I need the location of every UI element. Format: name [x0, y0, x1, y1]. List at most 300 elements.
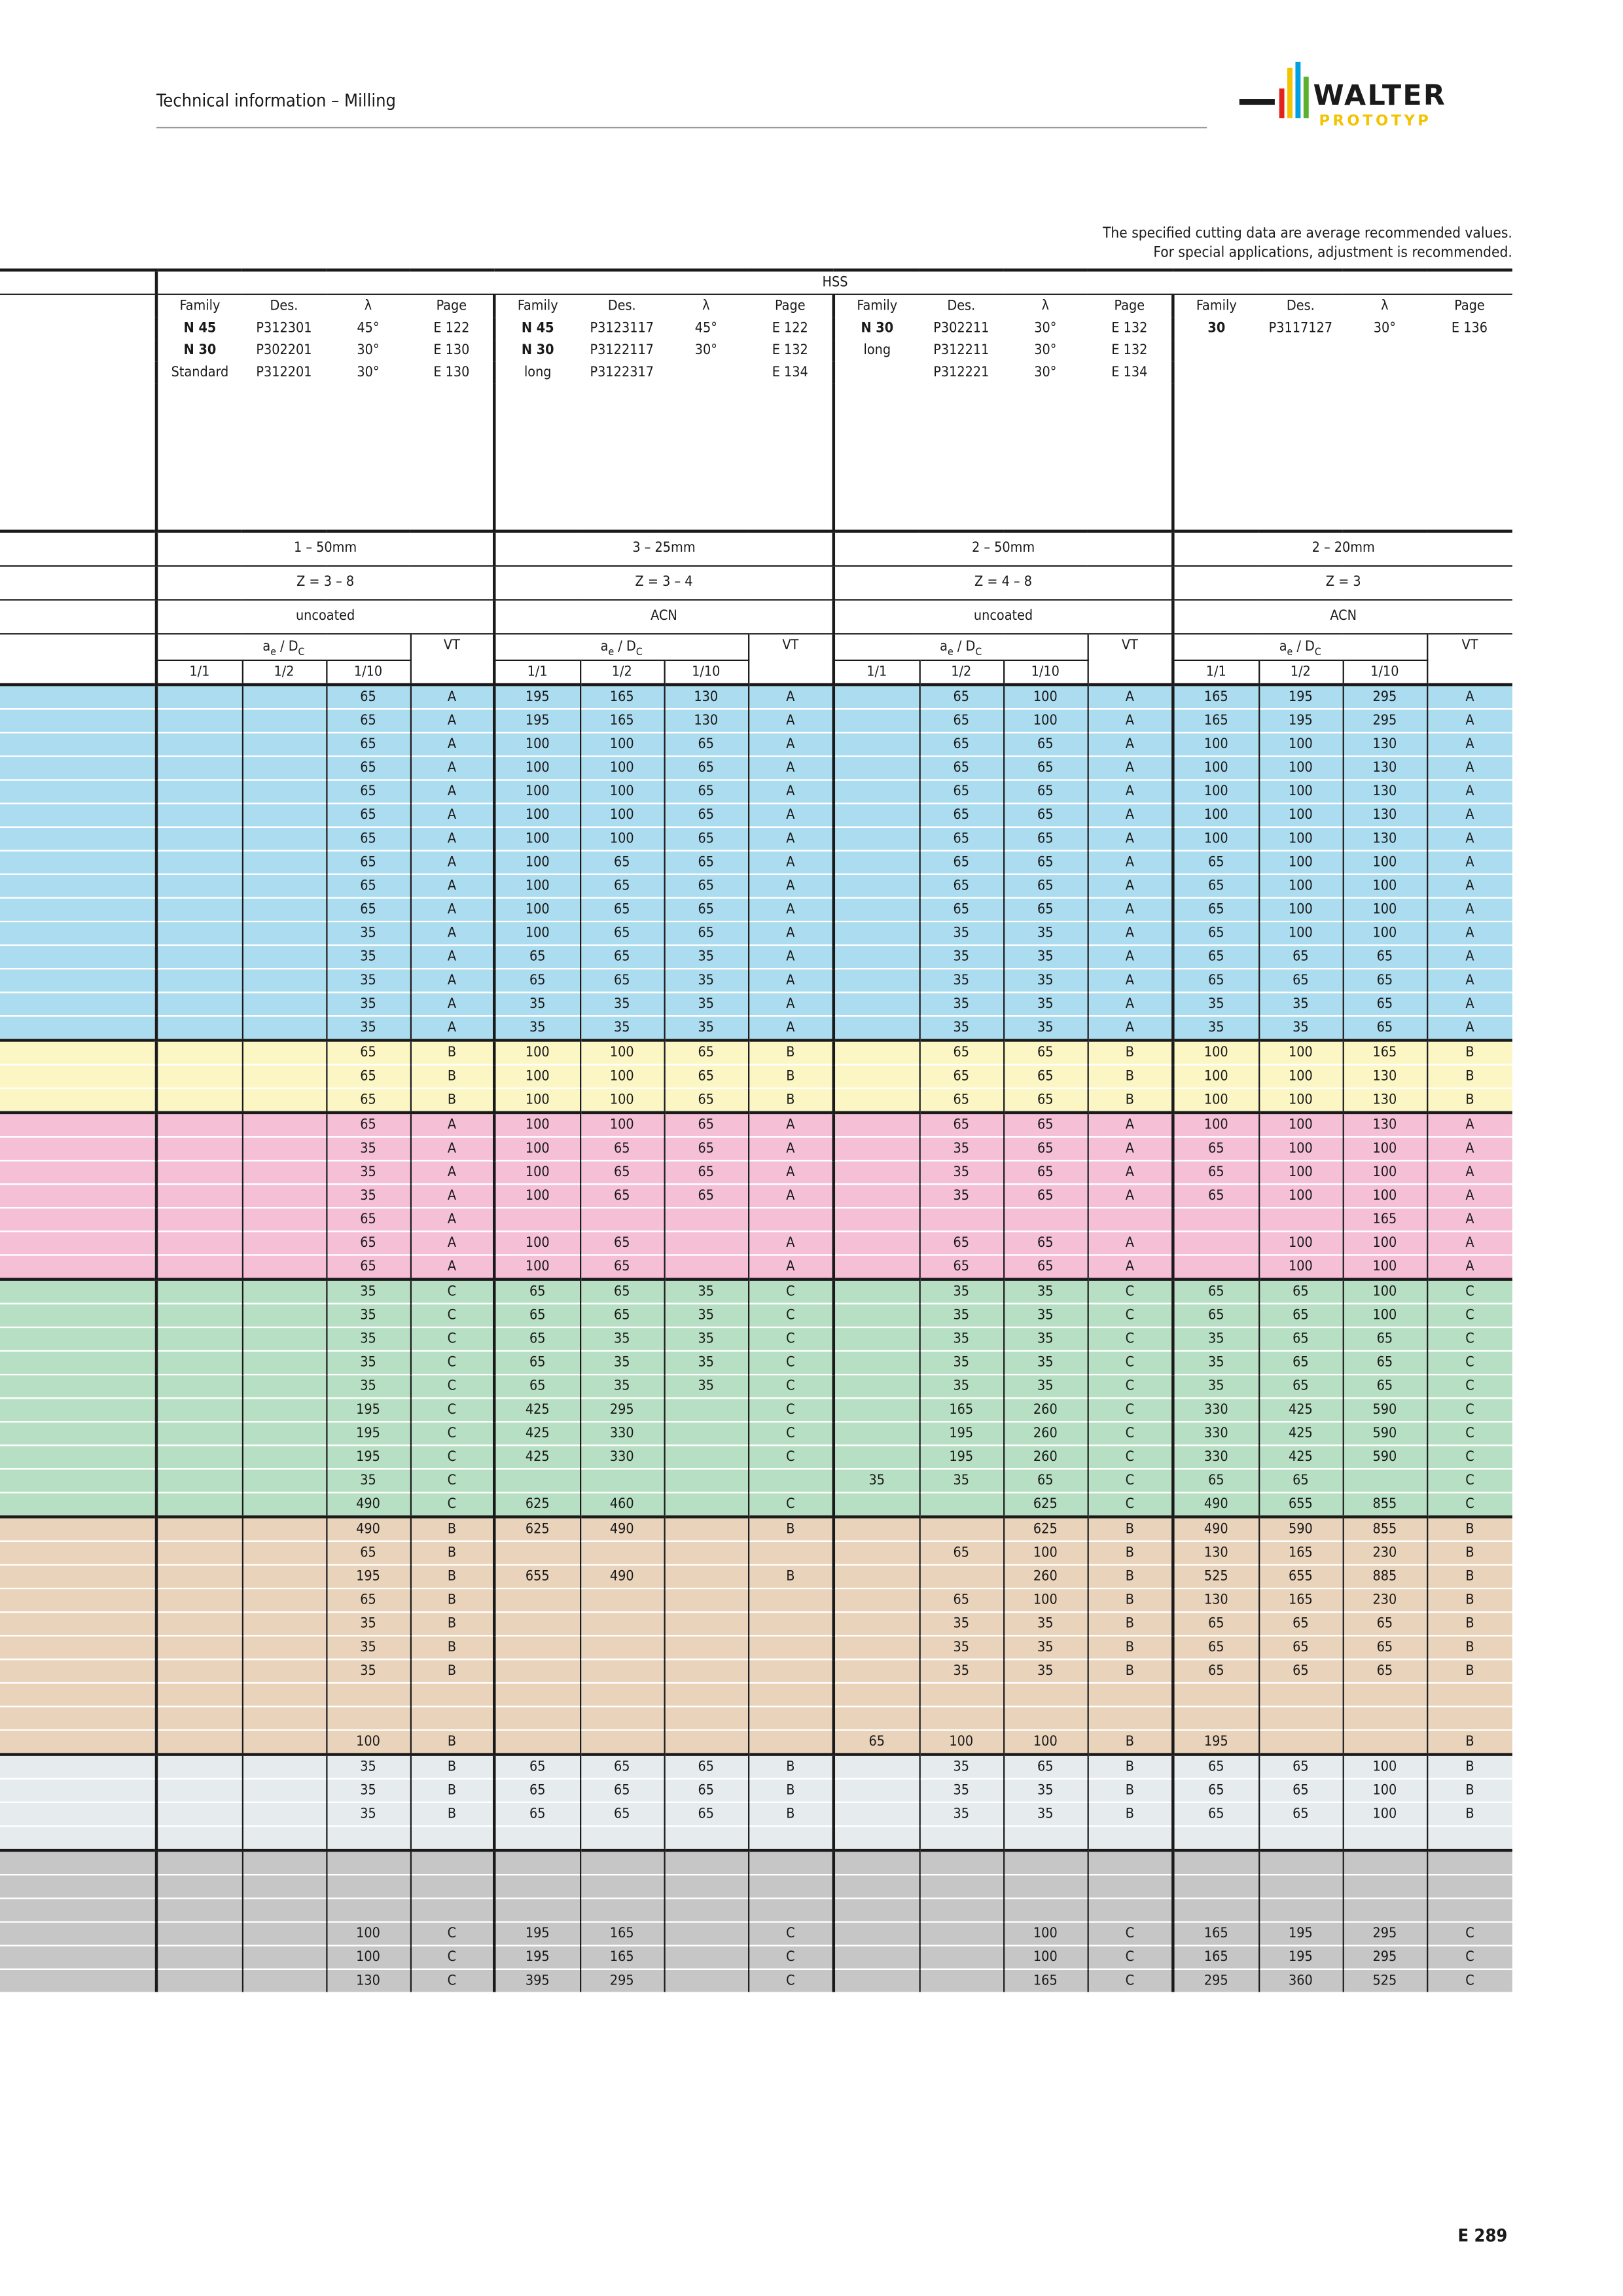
speed-value	[156, 1398, 242, 1422]
speed-value	[156, 1304, 242, 1327]
vt-value: A	[1427, 756, 1512, 780]
speed-value: 65	[326, 780, 410, 804]
vt-value: C	[748, 1946, 834, 1969]
speed-value: 35	[326, 922, 410, 945]
speed-value: 130	[664, 685, 749, 709]
speed-value	[664, 1969, 749, 1992]
speed-value: 35	[1258, 1016, 1343, 1040]
tool-diameter: 1 – 50mm	[156, 531, 494, 566]
vt-value: C	[1088, 1374, 1173, 1398]
speed-value: 425	[1258, 1398, 1343, 1422]
speed-value: 65	[1003, 1184, 1088, 1208]
tool-page: E 134	[1111, 364, 1148, 381]
speed-value	[242, 1636, 327, 1659]
row-label-cell	[0, 566, 156, 600]
speed-value: 295	[1343, 1922, 1427, 1945]
speed-value: 100	[1343, 1137, 1427, 1160]
speed-value	[1003, 1706, 1088, 1730]
speed-value	[156, 898, 242, 922]
tool-row	[0, 361, 1512, 384]
speed-value	[1258, 1826, 1343, 1850]
speed-value	[580, 1659, 664, 1683]
vt-value	[410, 1683, 495, 1706]
vt-value: B	[1427, 1088, 1512, 1113]
speed-value	[242, 1850, 327, 1874]
family-header-cell: Page	[1427, 295, 1512, 317]
speed-value: 35	[326, 1304, 410, 1327]
row-label-cell	[0, 945, 156, 969]
row-label-cell	[0, 1730, 156, 1754]
speed-value: 65	[494, 969, 580, 992]
speed-value	[242, 1659, 327, 1683]
speed-value: 65	[494, 945, 580, 969]
tool-coating: uncoated	[156, 600, 494, 634]
vt-value: B	[1427, 1541, 1512, 1565]
speed-value	[242, 1351, 327, 1374]
data-row	[0, 1040, 1512, 1064]
vt-value: C	[748, 1492, 834, 1516]
speed-value	[242, 1946, 327, 1969]
vt-value: C	[748, 1445, 834, 1469]
speed-value: 65	[1003, 874, 1088, 898]
vt-value: A	[748, 827, 834, 851]
vt-value: A	[748, 780, 834, 804]
speed-value: 35	[664, 1280, 749, 1304]
data-row	[0, 756, 1512, 780]
vt-value	[1427, 1706, 1512, 1730]
speed-value: 100	[1343, 851, 1427, 874]
speed-value	[156, 1492, 242, 1516]
speed-value	[156, 780, 242, 804]
vt-value: A	[748, 732, 834, 756]
speed-value	[834, 874, 919, 898]
data-row	[0, 1280, 1512, 1304]
speed-value: 100	[494, 1231, 580, 1255]
speed-value: 490	[580, 1517, 664, 1541]
speed-value	[156, 804, 242, 827]
speed-value	[156, 1374, 242, 1398]
speed-value	[664, 1636, 749, 1659]
row-label-cell	[0, 1231, 156, 1255]
vt-value: A	[748, 992, 834, 1016]
speed-value: 65	[326, 804, 410, 827]
speed-value	[919, 1826, 1004, 1850]
speed-value: 100	[580, 1065, 664, 1088]
row-label-cell	[0, 1779, 156, 1803]
speed-value: 35	[1173, 1327, 1258, 1351]
vt-value: C	[1088, 1922, 1173, 1945]
cutting-data-note	[1103, 224, 1512, 263]
speed-value: 195	[919, 1422, 1004, 1445]
row-label-cell	[0, 295, 156, 317]
speed-value: 100	[494, 1040, 580, 1064]
speed-value	[242, 1755, 327, 1779]
vt-value: B	[1427, 1565, 1512, 1588]
vt-value: A	[748, 804, 834, 827]
vt-value: A	[410, 1208, 495, 1231]
vt-value: A	[1088, 1016, 1173, 1040]
speed-value: 65	[326, 756, 410, 780]
speed-value: 330	[1173, 1445, 1258, 1469]
speed-value: 100	[1258, 1160, 1343, 1184]
speed-value: 65	[1173, 1137, 1258, 1160]
vt-value: C	[410, 1327, 495, 1351]
row-label-cell	[0, 1517, 156, 1541]
data-row	[0, 709, 1512, 732]
tool-coating: ACN	[1173, 600, 1512, 634]
speed-value: 65	[1173, 1160, 1258, 1184]
speed-value: 35	[326, 1184, 410, 1208]
tool-family: Standard	[156, 361, 242, 384]
speed-value	[242, 1565, 327, 1588]
data-row	[0, 1706, 1512, 1730]
vt-value: C	[748, 1351, 834, 1374]
speed-value: 65	[580, 851, 664, 874]
speed-value	[664, 1565, 749, 1588]
vt-value: A	[748, 756, 834, 780]
data-row	[0, 1659, 1512, 1683]
row-label-cell	[0, 317, 156, 340]
ratio-label: 1/2	[1258, 660, 1343, 685]
speed-value: 65	[1258, 1803, 1343, 1826]
vt-value	[748, 1826, 834, 1850]
speed-value	[494, 1541, 580, 1565]
row-label-cell	[0, 340, 156, 362]
speed-value	[1003, 1898, 1088, 1922]
vt-value: B	[410, 1659, 495, 1683]
data-row	[0, 1969, 1512, 1992]
speed-value: 490	[1173, 1492, 1258, 1516]
speed-value: 65	[1258, 945, 1343, 969]
tool-lambda: 30°	[1034, 364, 1057, 381]
speed-value: 100	[494, 1113, 580, 1137]
speed-value: 35	[326, 1327, 410, 1351]
speed-value	[326, 1874, 410, 1898]
vt-value: A	[1427, 1184, 1512, 1208]
note-line-2: For special applications, adjustment is recommended.	[1153, 245, 1512, 262]
tool-diameter: 2 – 20mm	[1173, 531, 1512, 566]
speed-value: 65	[1343, 1659, 1427, 1683]
vt-value: C	[1088, 1946, 1173, 1969]
ratio-label: 1/10	[1343, 660, 1427, 685]
family-header-cell: λ	[326, 295, 410, 317]
speed-value	[919, 1898, 1004, 1922]
speed-value: 130	[1343, 1113, 1427, 1137]
tool-page	[1427, 361, 1512, 384]
speed-value	[664, 1826, 749, 1850]
speed-value: 130	[664, 709, 749, 732]
speed-value: 590	[1343, 1445, 1427, 1469]
speed-value: 65	[1173, 1659, 1258, 1683]
tool-lambda	[1343, 340, 1427, 362]
speed-value	[494, 1898, 580, 1922]
speed-value: 100	[1343, 898, 1427, 922]
speed-value: 100	[1258, 1137, 1343, 1160]
vt-value: C	[748, 1969, 834, 1992]
row-label-cell	[0, 1040, 156, 1064]
speed-value	[834, 1946, 919, 1969]
row-label-cell	[0, 660, 156, 685]
data-row	[0, 1208, 1512, 1231]
vt-value: B	[748, 1803, 834, 1826]
speed-value	[664, 1398, 749, 1422]
speed-value: 65	[1173, 1469, 1258, 1492]
tool-lambda: 30°	[357, 342, 380, 359]
data-row	[0, 1803, 1512, 1826]
speed-value: 65	[326, 827, 410, 851]
vt-value	[748, 1612, 834, 1636]
speed-value	[834, 1612, 919, 1636]
speed-value	[664, 1730, 749, 1754]
tool-family: N 45	[494, 317, 580, 340]
speed-value: 195	[326, 1422, 410, 1445]
speed-value: 35	[326, 1160, 410, 1184]
vt-value: B	[410, 1612, 495, 1636]
row-label-cell	[0, 1374, 156, 1398]
data-row	[0, 1255, 1512, 1279]
data-row	[0, 945, 1512, 969]
vt-value: B	[1427, 1730, 1512, 1754]
speed-value: 35	[919, 1327, 1004, 1351]
speed-value: 35	[919, 1659, 1004, 1683]
speed-value: 65	[664, 922, 749, 945]
vt-value: C	[410, 1280, 495, 1304]
speed-value	[834, 969, 919, 992]
speed-value: 100	[580, 780, 664, 804]
speed-value	[242, 685, 327, 709]
vt-value: A	[1088, 780, 1173, 804]
vt-value: A	[1427, 804, 1512, 827]
speed-value: 165	[1343, 1208, 1427, 1231]
tool-designation: P3122117	[590, 342, 654, 359]
speed-value	[156, 1779, 242, 1803]
speed-value	[242, 922, 327, 945]
speed-value	[494, 1636, 580, 1659]
speed-value: 65	[1258, 1469, 1343, 1492]
speed-value: 65	[494, 1351, 580, 1374]
speed-value: 35	[580, 1351, 664, 1374]
speed-value	[242, 1588, 327, 1612]
speed-value	[242, 1016, 327, 1040]
speed-value: 165	[580, 685, 664, 709]
speed-value: 65	[1003, 1040, 1088, 1064]
speed-value: 65	[1003, 1088, 1088, 1113]
speed-value	[156, 1755, 242, 1779]
vt-value: C	[1427, 1422, 1512, 1445]
speed-value: 65	[1003, 780, 1088, 804]
speed-value: 35	[326, 1374, 410, 1398]
tool-family: long	[834, 340, 919, 362]
speed-value: 65	[1003, 898, 1088, 922]
family-header-cell: Page	[410, 295, 495, 317]
vt-value	[748, 1469, 834, 1492]
speed-value	[834, 945, 919, 969]
vt-value: A	[1088, 804, 1173, 827]
speed-value: 65	[1173, 1803, 1258, 1826]
speed-value	[834, 1636, 919, 1659]
tool-spacer-row	[0, 384, 1512, 531]
tool-designation: P3117127	[1268, 320, 1333, 337]
speed-value: 65	[494, 1755, 580, 1779]
speed-value: 35	[326, 1779, 410, 1803]
speed-value	[580, 1469, 664, 1492]
speed-value	[242, 992, 327, 1016]
vt-value: A	[748, 1113, 834, 1137]
speed-value: 65	[1343, 945, 1427, 969]
row-label-cell	[0, 1898, 156, 1922]
tool-page	[1427, 340, 1512, 362]
vt-value: A	[410, 992, 495, 1016]
speed-value	[1258, 1730, 1343, 1754]
vt-value: A	[410, 874, 495, 898]
speed-value: 35	[326, 1636, 410, 1659]
speed-value	[242, 804, 327, 827]
vt-value: A	[1088, 945, 1173, 969]
row-label-cell	[0, 780, 156, 804]
tool-diameter: 3 – 25mm	[494, 531, 834, 566]
speed-value: 460	[580, 1492, 664, 1516]
speed-value	[1173, 1231, 1258, 1255]
speed-value: 165	[1173, 1922, 1258, 1945]
speed-value	[580, 1706, 664, 1730]
vt-value: B	[1427, 1517, 1512, 1541]
speed-value: 590	[1343, 1398, 1427, 1422]
speed-value: 100	[494, 1065, 580, 1088]
vt-value	[748, 1683, 834, 1706]
row-label-cell	[0, 1755, 156, 1779]
speed-value	[494, 1874, 580, 1898]
speed-value: 35	[919, 992, 1004, 1016]
speed-value: 35	[919, 1636, 1004, 1659]
speed-value	[242, 1374, 327, 1398]
vt-value: A	[1427, 992, 1512, 1016]
speed-value	[834, 1565, 919, 1588]
speed-value: 655	[1258, 1565, 1343, 1588]
data-row	[0, 1826, 1512, 1850]
ae-symbol: a	[1279, 639, 1287, 655]
speed-value	[580, 1541, 664, 1565]
speed-value: 35	[1003, 1304, 1088, 1327]
speed-value	[834, 1422, 919, 1445]
speed-value: 100	[1003, 1588, 1088, 1612]
data-row	[0, 1184, 1512, 1208]
tool-lambda: 45°	[694, 320, 717, 337]
speed-value: 65	[1003, 756, 1088, 780]
ae-subscript: e	[948, 646, 954, 658]
speed-value: 65	[1173, 969, 1258, 992]
speed-value: 35	[1003, 1803, 1088, 1826]
speed-value: 885	[1343, 1565, 1427, 1588]
speed-value: 35	[919, 969, 1004, 992]
speed-value	[834, 685, 919, 709]
speed-value: 425	[494, 1422, 580, 1445]
vt-value: C	[748, 1280, 834, 1304]
speed-value: 195	[1258, 1946, 1343, 1969]
speed-value	[242, 780, 327, 804]
vt-value	[410, 1898, 495, 1922]
speed-value	[664, 1541, 749, 1565]
speed-value: 65	[1343, 1636, 1427, 1659]
speed-value	[664, 1874, 749, 1898]
speed-value	[834, 1065, 919, 1088]
speed-value	[834, 1588, 919, 1612]
speed-value: 65	[1173, 1184, 1258, 1208]
vt-value: A	[410, 922, 495, 945]
speed-value: 35	[1003, 1374, 1088, 1398]
speed-value	[242, 1422, 327, 1445]
tool-designation: P302211	[933, 320, 990, 337]
family-header-cell: Page	[748, 295, 834, 317]
vt-value	[1427, 1874, 1512, 1898]
speed-value: 195	[326, 1445, 410, 1469]
vt-value: C	[410, 1422, 495, 1445]
speed-value	[494, 1612, 580, 1636]
speed-value	[834, 709, 919, 732]
speed-value	[834, 1826, 919, 1850]
speed-value	[156, 1659, 242, 1683]
ratio-label: 1/1	[156, 660, 242, 685]
speed-value	[156, 1850, 242, 1874]
speed-value: 35	[326, 1469, 410, 1492]
tool-teeth: Z = 4 – 8	[834, 566, 1173, 600]
vt-value: A	[410, 685, 495, 709]
speed-value: 65	[919, 851, 1004, 874]
speed-value: 65	[326, 1065, 410, 1088]
speed-value	[156, 1445, 242, 1469]
speed-value	[834, 1304, 919, 1327]
vt-value: C	[1427, 1351, 1512, 1374]
speed-value	[494, 1588, 580, 1612]
speed-value: 65	[1173, 1304, 1258, 1327]
speed-value	[834, 804, 919, 827]
vt-value: C	[410, 1946, 495, 1969]
speed-value: 260	[1003, 1445, 1088, 1469]
speed-value: 35	[494, 992, 580, 1016]
speed-value	[156, 1730, 242, 1754]
speed-value	[1343, 1706, 1427, 1730]
speed-value	[494, 1730, 580, 1754]
speed-value: 65	[1173, 1280, 1258, 1304]
speed-value: 130	[326, 1969, 410, 1992]
vt-value: C	[748, 1374, 834, 1398]
speed-value	[156, 1280, 242, 1304]
speed-value: 100	[494, 1160, 580, 1184]
speed-value	[834, 1208, 919, 1231]
speed-value: 35	[664, 1374, 749, 1398]
speed-value: 35	[1003, 922, 1088, 945]
ae-symbol: a	[600, 639, 609, 655]
speed-value	[1258, 1898, 1343, 1922]
tool-page: E 122	[772, 320, 808, 337]
speed-value: 35	[1173, 1351, 1258, 1374]
speed-value: 165	[1258, 1541, 1343, 1565]
data-row	[0, 1755, 1512, 1779]
speed-value: 100	[1003, 1541, 1088, 1565]
speed-value	[242, 709, 327, 732]
vt-value	[748, 1898, 834, 1922]
speed-value	[156, 1469, 242, 1492]
speed-value	[326, 1850, 410, 1874]
speed-value: 65	[664, 827, 749, 851]
dc-symbol: / D	[953, 639, 976, 655]
speed-value	[664, 1946, 749, 1969]
speed-value	[1343, 1730, 1427, 1754]
vt-value: A	[1427, 1231, 1512, 1255]
tool-designation: P312211	[933, 342, 990, 359]
ratio-label: 1/10	[664, 660, 749, 685]
tool-spacer	[156, 384, 494, 531]
data-row	[0, 1946, 1512, 1969]
